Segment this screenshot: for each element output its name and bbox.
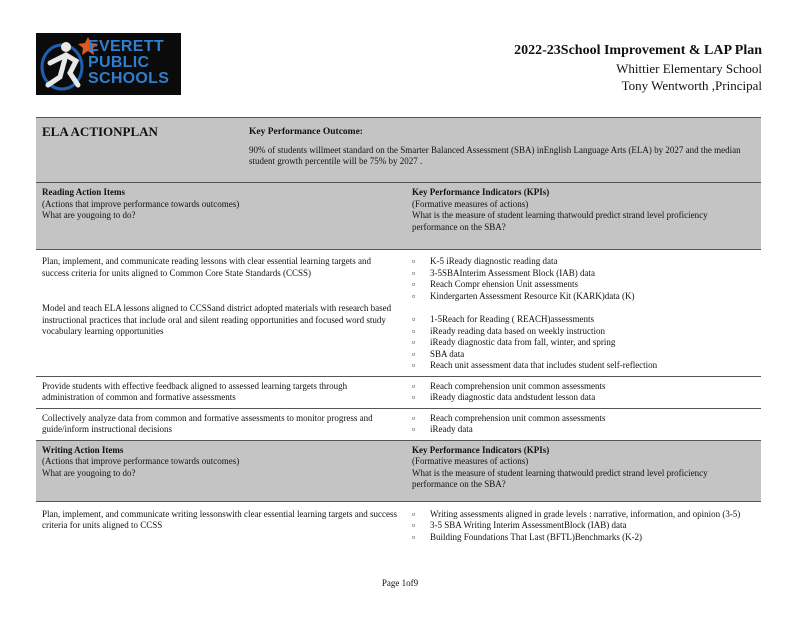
page-number: Page 1of9 (381, 578, 419, 588)
reading-kpi-title: Key Performance Indicators (KPIs) (412, 187, 550, 197)
kpi-list (412, 314, 755, 372)
reading-actions-sub1: (Actions that improve performance towards outcomes) (42, 198, 240, 209)
kpi-item: ▫ Reach comprehension unit common assessments (412, 381, 755, 393)
kpi-item: ▫ Reach unit assessment data that includes student self-reflection (412, 360, 755, 372)
school-name: Whittier Elementary School (616, 61, 762, 76)
kpi-item: ▫ SBA data (412, 349, 755, 361)
document-title: 2022-23School Improvement & LAP Plan (514, 43, 762, 58)
action-text: Plan, implement, and communicate writing lessonswith clear essential learning targets and success criteria for units aligned to CCSS (42, 508, 397, 530)
kpi-item: ▫ Kindergarten Assessment Resource Kit (KARK)data (K) (412, 291, 755, 303)
action-cell (36, 409, 406, 440)
ela-title-cell (36, 118, 243, 182)
kpi-item: ▫ Writing assessments aligned in grade levels : narrative, information, and opinion (3-5) (412, 509, 755, 521)
principal-name: Tony Wentworth ,Principal (621, 78, 762, 93)
writing-actions-sub1: (Actions that improve performance towards outcomes) (42, 456, 240, 466)
kpi-item: ▫ 3-5SBAInterim Assessment Block (IAB) data (412, 268, 755, 280)
reading-kpi-sub2: What is the measure of student learning thatwould predict strand level proficiency performance on the SBA? (412, 210, 708, 232)
logo-line-3: SCHOOLS (88, 70, 170, 87)
reading-kpi-header (406, 183, 761, 249)
writing-kpi-sub1: (Formative measures of actions) (412, 456, 529, 466)
reading-actions-title: Reading Action Items (42, 187, 125, 197)
logo-line-2: PUBLIC (88, 54, 150, 71)
kpi-item: ▫ 1-5Reach for Reading ( REACH)assessments (412, 314, 755, 326)
kpi-list (412, 413, 755, 436)
reading-actions-header (36, 183, 406, 249)
kpo-label: Key Performance Outcome: (249, 127, 363, 137)
writing-kpi-header (406, 441, 761, 501)
kpi-item: ▫ iReady diagnostic data andstudent lesson data (412, 392, 755, 404)
kpo-text: 90% of students willmeet standard on the Smarter Balanced Assessment (SBA) inEnglish Language Arts (ELA) by 2027 and the median student growth percentile will be 75% by 2027 . (249, 144, 741, 166)
writing-actions-header (36, 441, 406, 501)
action-text: Provide students with effective feedback aligned to assessed learning targets through administration of common and formative assessments (42, 380, 348, 402)
action-cell (36, 250, 406, 376)
writing-kpi-sub2: What is the measure of student learning thatwould predict strand level proficiency performance on the SBA? (412, 467, 708, 489)
kpi-item: ▫ iReady data (412, 424, 755, 436)
kpi-list (412, 381, 755, 404)
action-cell (36, 377, 406, 408)
ela-action-plan-table (36, 117, 761, 547)
kpi-list (412, 509, 755, 544)
action-text: Model and teach ELA lessons aligned to CCSSand district adopted materials with research based instructional practices that include oral and silent reading opportunities and focused word study vocabulary learning opportunities (42, 303, 392, 336)
writing-actions-sub2: What are yougoing to do? (42, 467, 136, 478)
kpi-item: ▫ Reach comprehension unit common assessments (412, 413, 755, 425)
writing-header-row (36, 441, 761, 502)
writing-actions-title: Writing Action Items (42, 444, 124, 455)
kpi-cell (406, 502, 761, 548)
kpi-item: ▫ iReady diagnostic data from fall, winter, and spring (412, 337, 755, 349)
table-row (36, 502, 761, 548)
document-header (514, 42, 762, 94)
logo-line-1: EVERETT (88, 38, 164, 55)
table-row (36, 250, 761, 377)
reading-actions-sub2: What are yougoing to do? (42, 210, 136, 220)
table-row (36, 377, 761, 409)
kpi-cell (406, 250, 761, 376)
action-text: Plan, implement, and communicate reading lessons with clear essential learning targets and success criteria for units aligned to Common Core State Standards (CCSS) (42, 256, 371, 278)
kpo-cell (243, 118, 761, 182)
action-text: Collectively analyze data from common and formative assessments to monitor progress and guide/inform instructional decisions (42, 412, 373, 434)
reading-header-row (36, 183, 761, 250)
kpi-list (412, 256, 755, 302)
action-cell (36, 502, 406, 548)
ela-title-row (36, 118, 761, 183)
kpi-cell (406, 377, 761, 408)
kpi-item: ▫ K-5 iReady diagnostic reading data (412, 256, 755, 268)
ela-title: ELA ACTIONPLAN (42, 124, 158, 139)
kpi-item: ▫ Building Foundations That Last (BFTL)Benchmarks (K-2) (412, 532, 755, 544)
district-logo (36, 33, 181, 95)
kpi-item: ▫ 3-5 SBA Writing Interim AssessmentBlock (IAB) data (412, 520, 755, 532)
kpi-item: ▫ Reach Compr ehension Unit assessments (412, 279, 755, 291)
kpi-cell (406, 409, 761, 440)
kpi-item: ▫ iReady reading data based on weekly instruction (412, 326, 755, 338)
table-row (36, 409, 761, 441)
reading-kpi-sub1: (Formative measures of actions) (412, 198, 529, 209)
writing-kpi-title: Key Performance Indicators (KPIs) (412, 444, 550, 455)
